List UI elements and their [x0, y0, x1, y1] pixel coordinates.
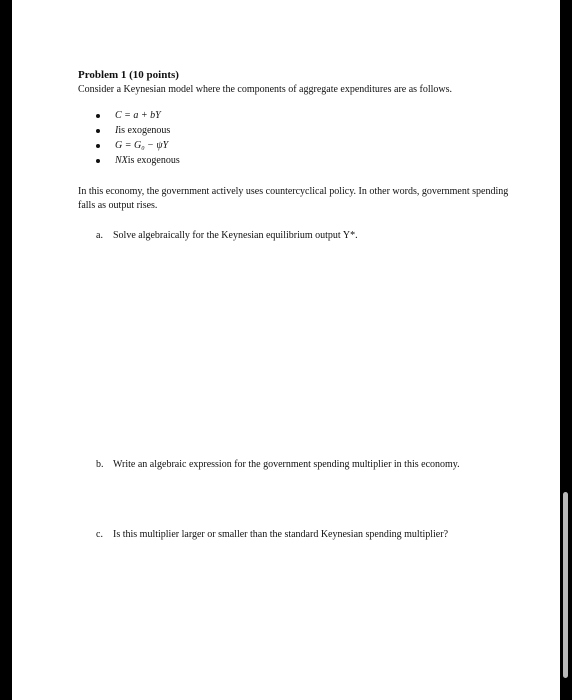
policy-paragraph: In this economy, the government actively uses countercyclical policy. In other words, government spending falls as output rises. — [78, 186, 509, 211]
question-a — [96, 230, 358, 241]
problem-intro: Consider a Keynesian model where the components of aggregate expenditures are as follows. — [78, 84, 453, 95]
list-item — [96, 138, 180, 153]
question-label: a. — [96, 230, 103, 241]
list-item — [96, 153, 180, 168]
bullet-icon — [96, 144, 100, 148]
question-label: b. — [96, 459, 104, 470]
component-math: I — [115, 125, 119, 136]
question-b — [96, 459, 460, 470]
problem-title: Problem 1 (10 points) — [78, 69, 179, 81]
question-text: Is this multiplier larger or smaller than the standard Keynesian spending multiplier? — [113, 529, 449, 540]
component-text: is exogenous — [118, 125, 171, 136]
list-item — [96, 123, 180, 138]
bullet-icon — [96, 114, 100, 118]
question-c — [96, 529, 448, 540]
question-text: Write an algebraic expression for the government spending multiplier in this economy. — [113, 459, 460, 470]
component-math: G = G₀ − ψY — [115, 140, 169, 151]
component-text: is exogenous — [127, 155, 180, 166]
components-list — [96, 108, 180, 168]
vertical-scrollbar[interactable] — [563, 492, 568, 678]
document-page — [12, 0, 560, 700]
question-text: Solve algebraically for the Keynesian equilibrium output Y*. — [113, 230, 358, 241]
question-label: c. — [96, 529, 103, 540]
bullet-icon — [96, 129, 100, 133]
component-math: NX — [115, 155, 128, 166]
component-math: C = a + bY — [115, 110, 161, 121]
bullet-icon — [96, 159, 100, 163]
list-item — [96, 108, 180, 123]
